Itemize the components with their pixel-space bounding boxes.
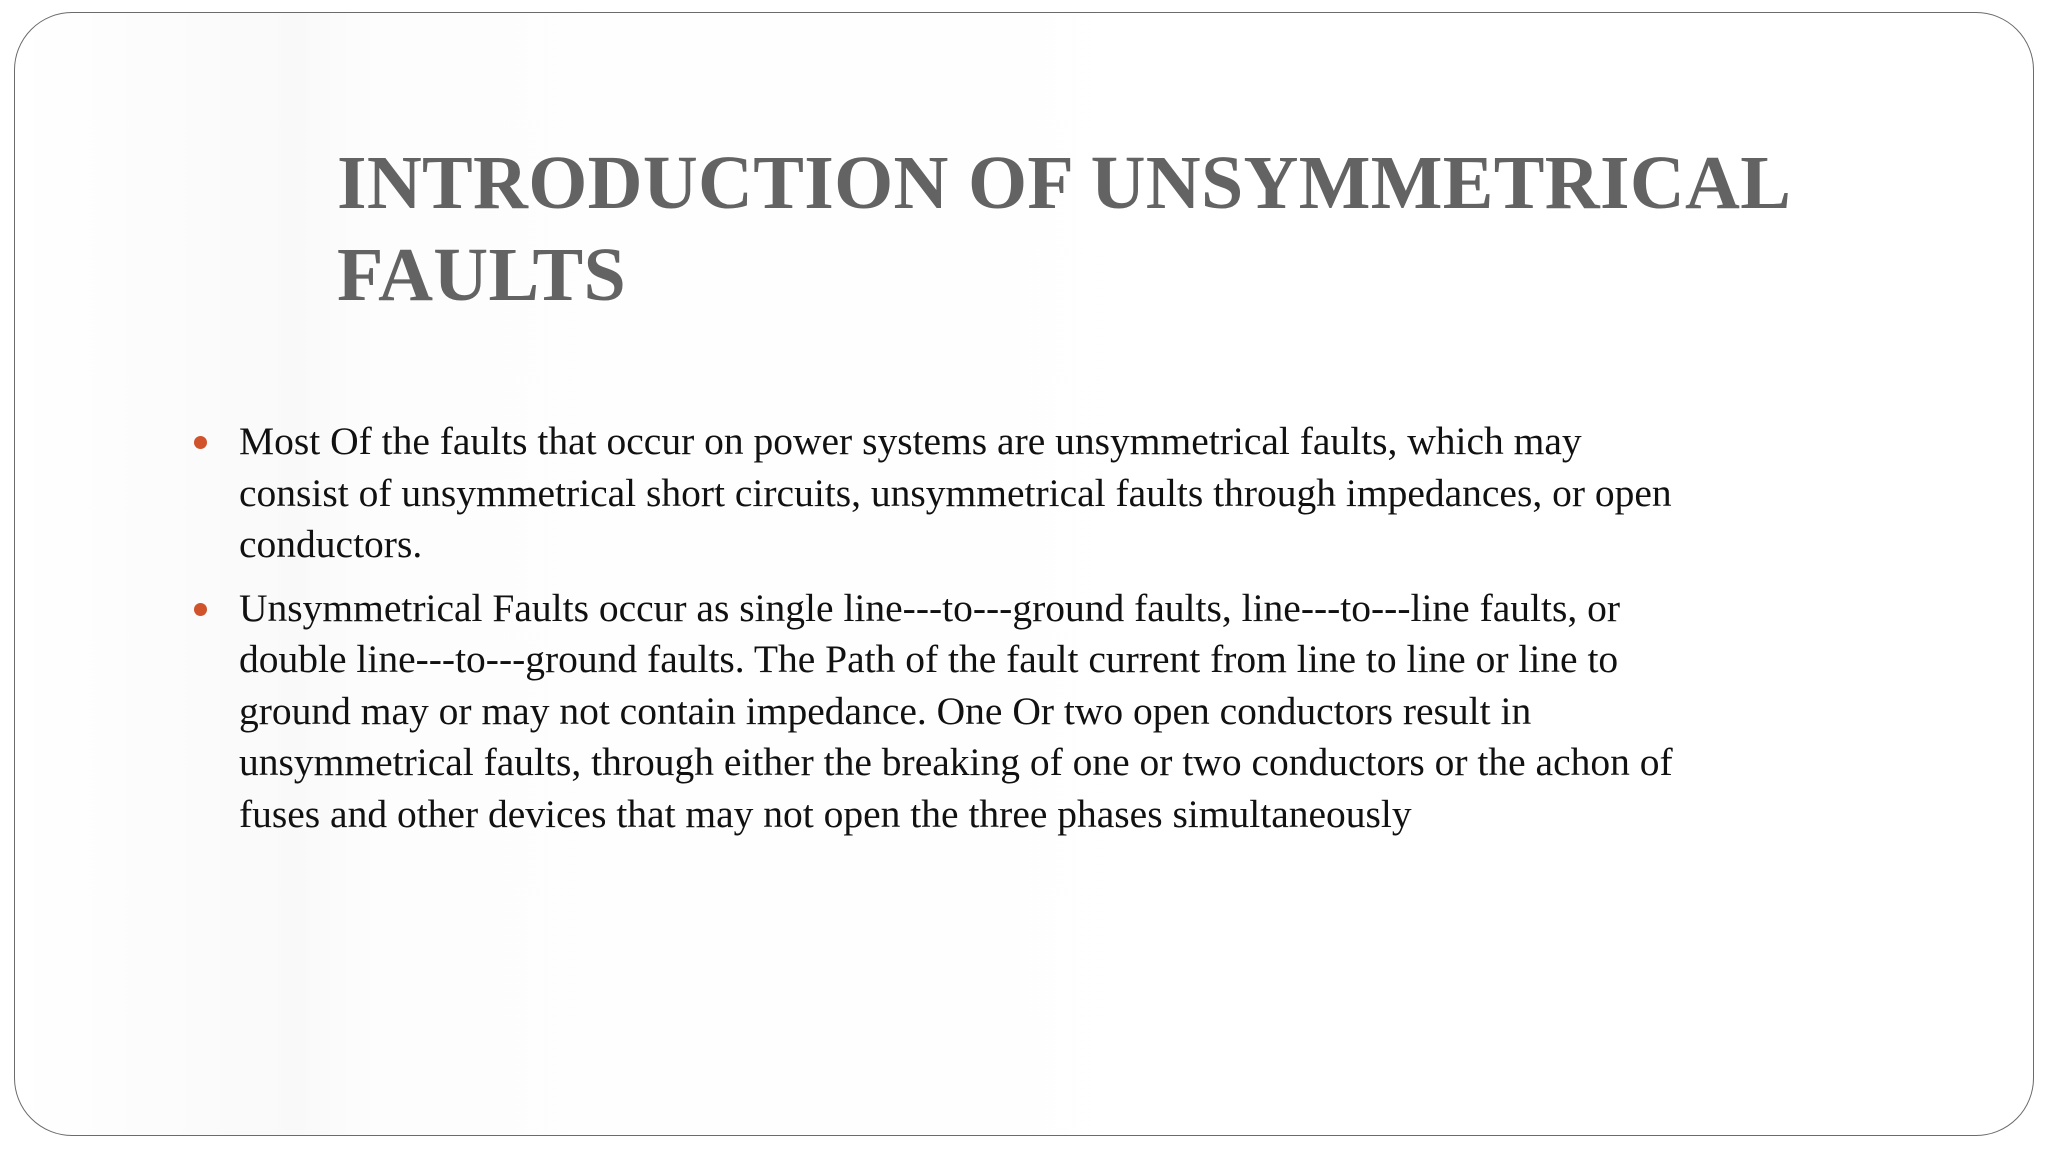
bullet-text: Unsymmetrical Faults occur as single line---to---ground faults, line---to---line faults, or double line---to---ground faults. The Path of the fault current from line to line or line to ground may or may not contain impedance. One Or two open conductors result in unsymmetrical faults, through either the breaking of one or two conductors or the achon of fuses and other devices that may not open the three phases simultaneously: [239, 585, 1673, 836]
bullet-text: Most Of the faults that occur on power systems are unsymmetrical faults, which may consist of unsymmetrical short circuits, unsymmetrical faults through impedances, or open conductors.: [239, 419, 1672, 566]
list-item: [239, 583, 1689, 841]
bullet-dot-icon: [194, 603, 207, 616]
bullet-dot-icon: [194, 436, 207, 449]
bullet-list: [239, 416, 1689, 852]
slide-frame: [14, 12, 2034, 1136]
list-item: [239, 416, 1689, 571]
slide-title: INTRODUCTION OF UNSYMMETRICAL FAULTS: [337, 141, 1787, 317]
